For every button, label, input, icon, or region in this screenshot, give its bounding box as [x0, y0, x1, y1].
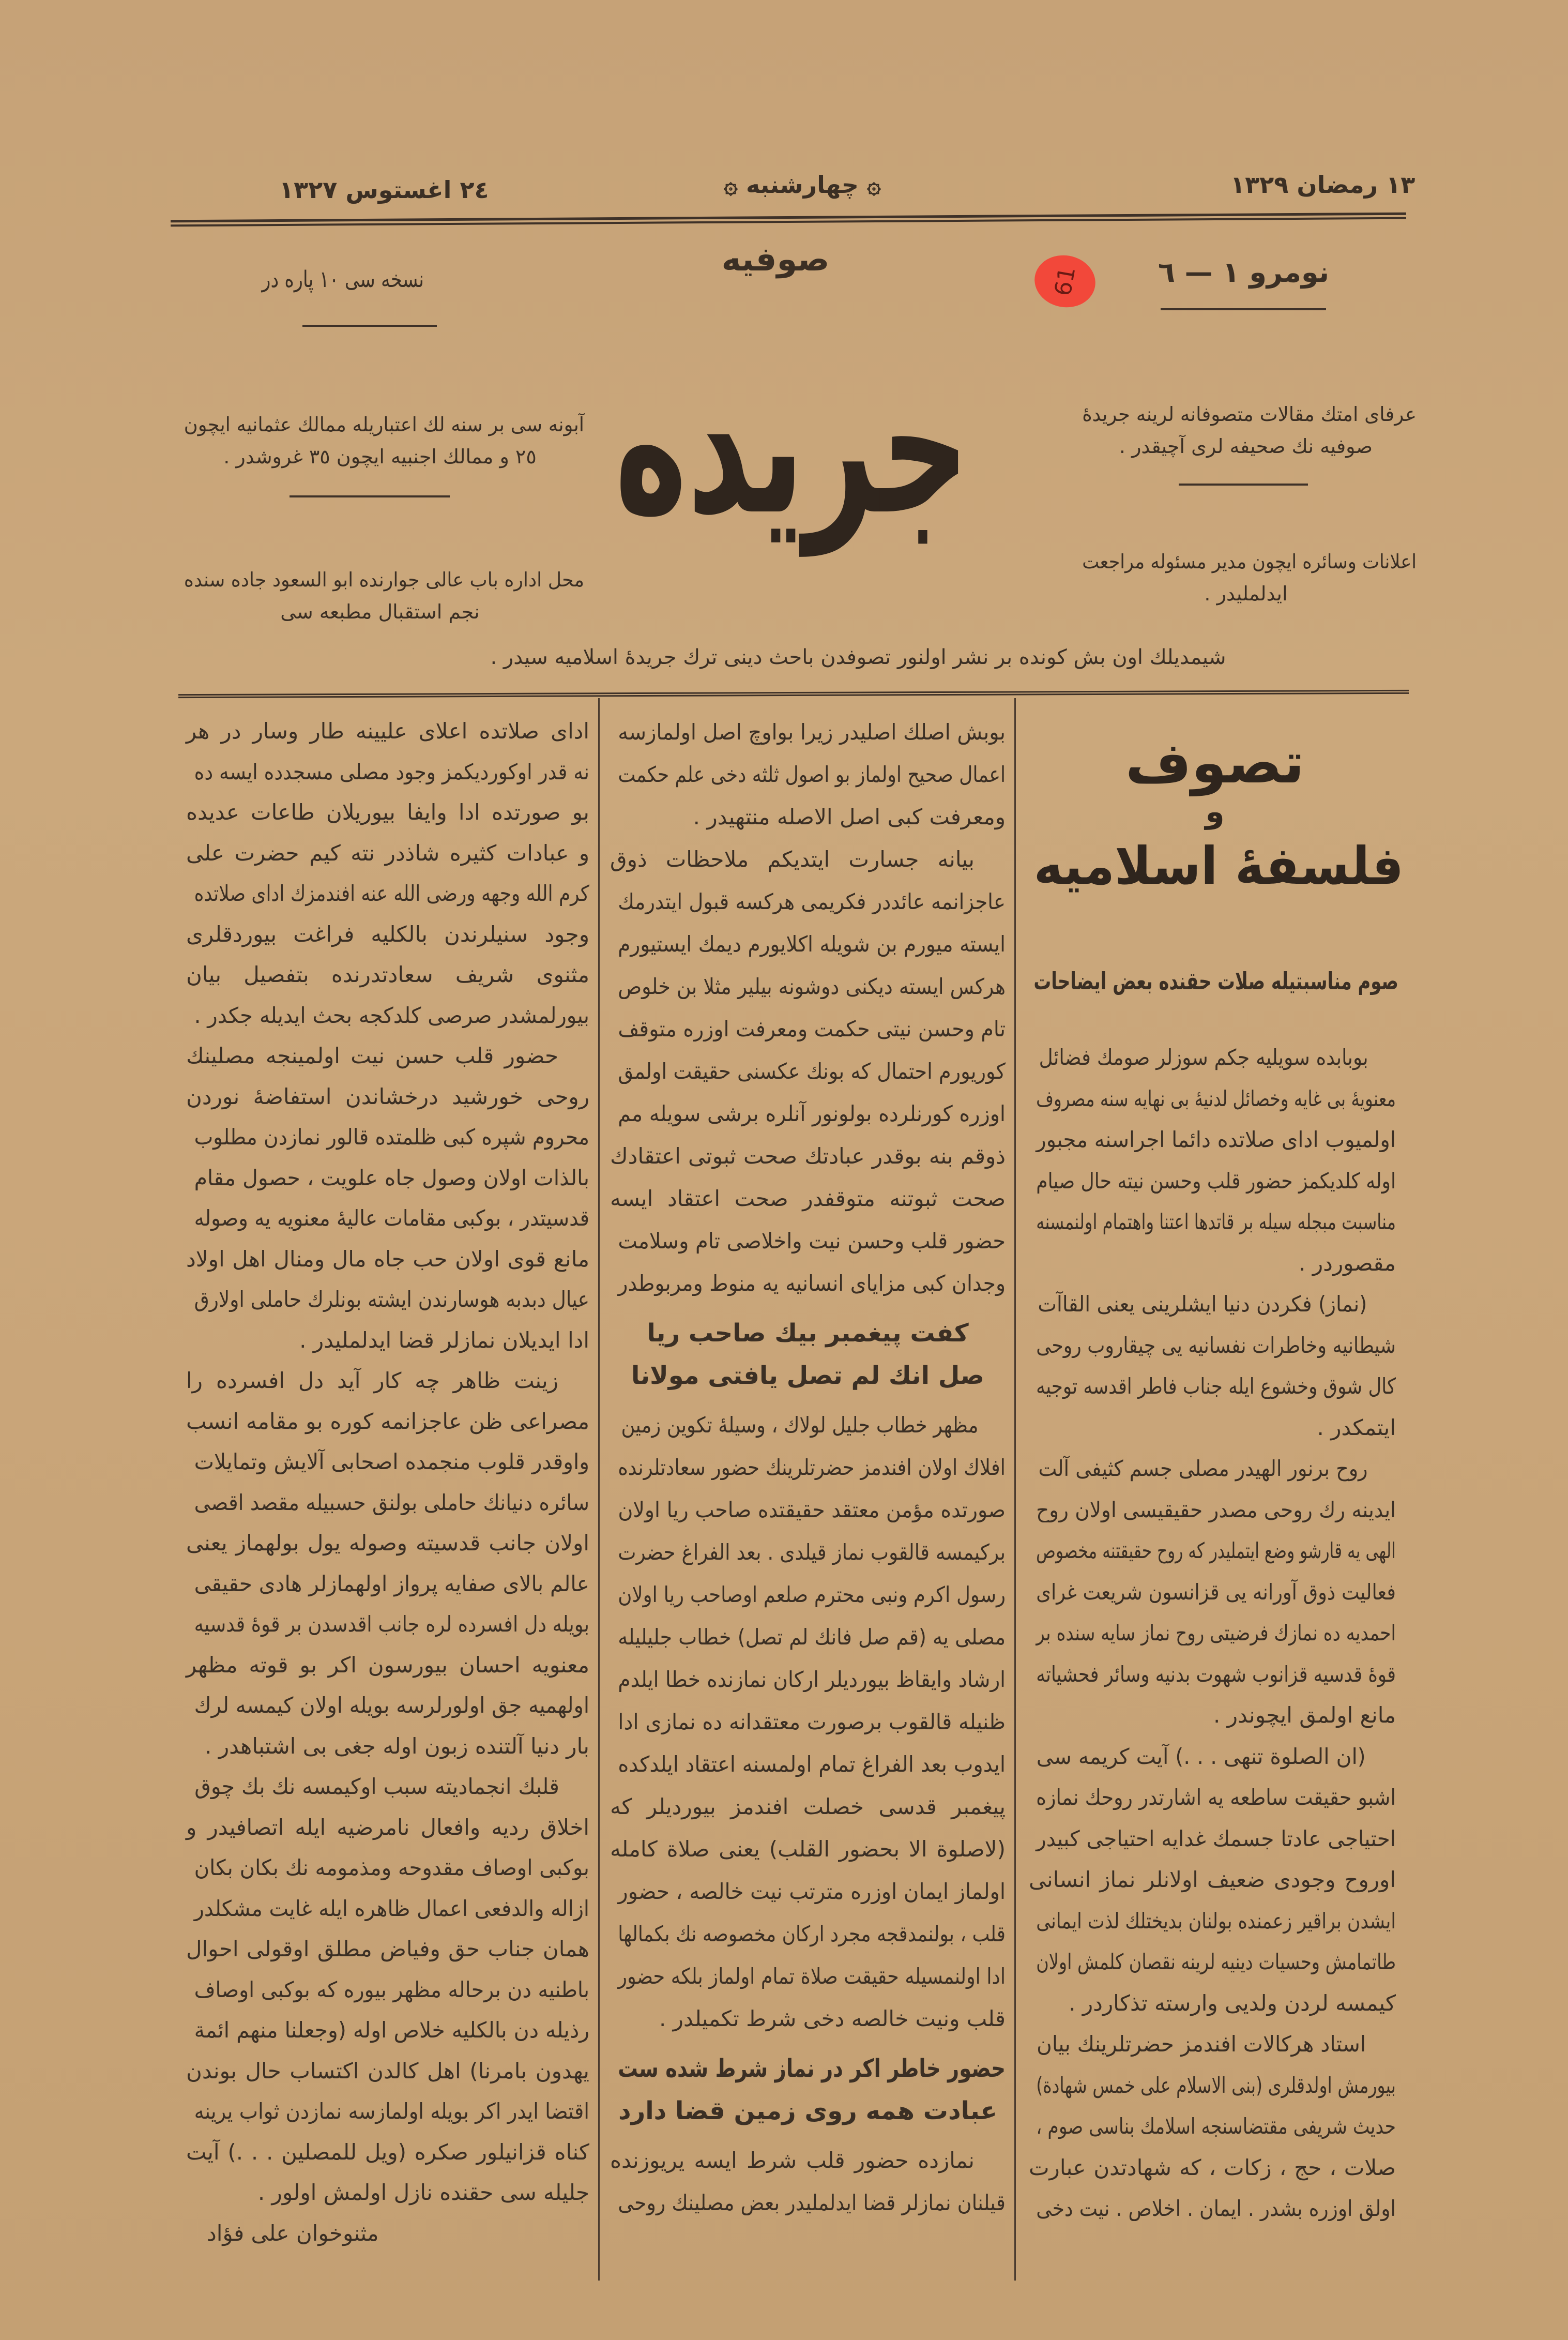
text-line: بالذات اولان وصول جاه علويت ، حصول مقام — [194, 1165, 590, 1190]
text-line: اولهميه جق اولورلرسه بويله اولان كيمسه لرك — [194, 1693, 589, 1718]
text-line: بوبش اصلك اصليدر زيرا بواوچ اصل اولمازسه — [618, 719, 1006, 745]
text-line: بيورمش اولدقلرى (بنى الاسلام على خمس شهادة) — [1036, 2072, 1396, 2098]
verse — [610, 1312, 1006, 1397]
tagline: شيمديلك اون بش كونده بر نشر اولنور تصوفدن باحث دينى ترك جريدهٔ اسلاميه سيدر . — [490, 645, 1226, 669]
text-line: افلاك اولان افندمز حضرتلرينك حضور سعادتلرنده — [618, 1455, 1006, 1480]
text-line: اوزره كورنلرده بولونور آنلره برشى سويله مم — [618, 1101, 1006, 1126]
text-line: محروم شپره كبى ظلمتده قالور نمازدن مطلوب — [194, 1124, 589, 1150]
text-line: اولماز ايمان اوزره مترتب نيت خالصه ، حضور — [618, 1879, 1006, 1904]
header-double-rule — [171, 213, 1406, 227]
text-line: ادا اولنمسيله حقيقت صلاة تمام اولماز بلكه حضور — [618, 1964, 1006, 1989]
text-line: صورتده مؤمن معتقد حقيقتده صاحب ريا اولان — [618, 1497, 1006, 1522]
masthead-title-small: صوفيه — [721, 240, 830, 279]
text-line: اولان جانب قدسيته وصوله يول بولهماز يعنى — [186, 1530, 589, 1556]
text-line: اوروح وجودى ضعيف اولانلر نماز انسانى — [1029, 1867, 1396, 1892]
text-line: صلات ، حج ، زكات ، كه شهادتدن عبارت — [1029, 2154, 1396, 2180]
text-line: زينت ظاهر چه كار آيد دل افسرده را — [186, 1368, 558, 1393]
text-line: كفت پيغمبر بيك صاحب ريا — [647, 1319, 969, 1348]
verse — [610, 2047, 1006, 2132]
text-line: پيغمبر قدسى خصلت افندمز بيورديلر كه — [610, 1794, 1006, 1819]
text-line: مقصوردر . — [1299, 1250, 1396, 1276]
text-line: بار دنيا آلتنده زبون اوله جغى بى اشتباهدر . — [205, 1733, 589, 1759]
text-line: ارشاد وايقاظ بيورديلر اركان نمازنده خطا ايلدم — [618, 1667, 1006, 1692]
subscription-line: ٢٥ و ممالك اجنبيه ايچون ٣٥ غروشدر . — [223, 445, 537, 468]
text-line: قدسيتدر ، بوكبى مقامات عاليهٔ معنويه يه وصوله — [194, 1205, 589, 1231]
text-line: اعمال صحيح اولماز بو اصول ثلثه دخى علم حكمت — [618, 762, 1006, 787]
column-right — [1029, 1037, 1396, 2229]
text-line: وجود سنيلرندن بالكليه فراغت بيوردقلرى — [186, 921, 589, 947]
rule — [1179, 484, 1308, 486]
text-line: عالم بالاى صفايه پرواز اولهمازلر هادى حقيقى — [194, 1571, 589, 1596]
weekday-label: چهارشنبه — [745, 171, 859, 199]
text-line: مانع اولمق ايچوندر . — [1213, 1702, 1396, 1728]
text-line: مانع قوى اولان حب جاه مال ومنال اهل اولاد — [186, 1246, 589, 1272]
ads-line: ايدلمليدر . — [1204, 582, 1288, 605]
text-line: جليله سى حقنده نازل اولمش اولور . — [257, 2180, 589, 2205]
masthead-bottom-rule — [178, 690, 1409, 698]
text-line: شيطانيه وخاطرات نفسانيه يى چيقاروب روحى — [1036, 1332, 1396, 1358]
text-line: (ان الصلوة تنهى . . .) آيت كريمه سى — [1036, 1743, 1366, 1769]
heading-line-1: تصوف — [1125, 730, 1305, 796]
hijri-date: ١٣ رمضان ١٣٢٩ — [1230, 171, 1415, 199]
rule — [290, 495, 450, 497]
text-line: واوقدر قلوب منجمده اصحابى آلايش وتمايلات — [194, 1449, 589, 1474]
text-line: ايشدن براقير زعمنده بولنان بديختلك لذت ايمانى — [1036, 1908, 1396, 1934]
text-line: بوكبى اوصاف مقدوحه ومذمومه نك بكان بكان — [194, 1855, 589, 1880]
weekday — [724, 171, 881, 199]
text-line: كال شوق وخشوع ايله جناب فاطر اقدسه توجيه — [1036, 1373, 1396, 1399]
text-line: اخلاق رديه وافعال نامرضيه ايله اتصافيدر و — [186, 1814, 589, 1840]
text-line: كيمسه لردن ولديى وارسته تذكاردر . — [1069, 1990, 1396, 2016]
text-line: بو صورتده ادا وايفا بيوريلان طاعات عديده — [186, 799, 589, 825]
subscription-line: آبونه سى بر سنه لك اعتباريله ممالك عثمانيه ايچون — [184, 413, 584, 436]
notice-line: صوفيه نك صحيفه لرى آچيقدر . — [1119, 435, 1373, 458]
column-left — [186, 711, 589, 2254]
ads-notice — [1075, 546, 1417, 610]
paragraph — [1029, 1037, 1396, 1284]
text-line: كرم الله وجهه ورضى الله عنه افندمزك اداى صلاتده — [194, 881, 589, 906]
text-line: وجدان كبى مزاياى انسانيه يه منوط ومربوطدر — [618, 1271, 1006, 1296]
text-line: صل انك لم تصل يافتى مولانا — [631, 1361, 984, 1390]
contributions-notice — [1075, 398, 1417, 462]
text-line: همان جناب حق وفياض مطلق اوقولى احوال — [186, 1936, 589, 1961]
text-line: ايدينه رك روحى مصدر حقيقيسى اولان روح — [1036, 1497, 1396, 1522]
notice-line: عرفاى امتك مقالات متصوفانه لرينه جريدهٔ — [1082, 403, 1417, 426]
text-line: اقتضا ايدر اكر بويله اولمازسه نمازدن ثواب يرينه — [194, 2099, 589, 2124]
text-line: ايسته ميورم بن شويله اكلايورم ديمك ايستيورم — [618, 931, 1006, 957]
text-line: فعاليت ذوق آورانه يى قزانسون شريعت غراى — [1036, 1579, 1396, 1605]
text-line: كوريورم احتمال كه بونك عكسنى حقيقت اولمق — [618, 1059, 1006, 1084]
text-line: سائره دنيانك حاملى بولنق حسبيله مقصد اقصى — [194, 1489, 589, 1515]
text-line: مثنوى شريف سعادتدرنده بتفصيل بيان — [186, 962, 589, 987]
stamp-number: 61 — [1049, 264, 1080, 298]
office-line: محل اداره باب عالى جوارنده ابو السعود جاده سنده — [184, 568, 584, 591]
text-line: قلبك انجماديته سبب اوكيمسه نك بك چوق — [194, 1774, 559, 1799]
paragraph — [1029, 2024, 1396, 2229]
text-line: رذيله دن بالكليه خلاص اوله (وجعلنا منهم ائمة — [194, 2017, 590, 2043]
text-line: ايتمكدر . — [1317, 1414, 1396, 1440]
paragraph — [610, 711, 1006, 838]
text-line: اولميوب اداى صلاتده دائما اجراسنه مجبور — [1036, 1127, 1396, 1152]
text-line: ايدوب بعد الفراغ تمام اولمسنه اعتقاد ايلدكده — [618, 1752, 1006, 1777]
ads-line: اعلانات وسائره ايچون مدير مسئوله مراجعت — [1082, 550, 1417, 573]
text-line: بوبابده سويليه جكم سوزلر صومك فضائل — [1039, 1045, 1368, 1070]
paragraph — [186, 711, 589, 1036]
paragraph — [610, 838, 1006, 1305]
text-line: قلب ، بولنمدقجه مجرد اركان مخصوصه نك بكمالها — [618, 1921, 1006, 1946]
paragraph — [1029, 1736, 1396, 2024]
text-line: حضور خاطر اكر در نماز شرط شده ست — [618, 2054, 1006, 2083]
text-line: ظنيله قالقوب برصورت معتقدانه ده نمازى ادا — [618, 1709, 1006, 1734]
text-line: باطنيه دن برحاله مظهر بيوره كه بوكبى اوصاف — [194, 1976, 589, 2002]
text-line: احتياجى عادتا جسمك غدايه احتياجى كبيدر — [1036, 1825, 1396, 1851]
text-line: روحى خورشيد درخشاندن استفاضهٔ نوردن — [186, 1083, 589, 1109]
office-line: نجم استقبال مطبعه سى — [280, 600, 480, 623]
paragraph — [186, 1036, 589, 1361]
paragraph — [1029, 1284, 1396, 1448]
text-line: تام وحسن نيتى حكمت ومعرفت اوزره متوقف — [618, 1016, 1006, 1041]
text-line: ادا ايديلان نمازلر قضا ايدلمليدر . — [299, 1327, 589, 1353]
heading-conjunction: و — [1205, 794, 1225, 830]
author-signature — [186, 2213, 589, 2254]
text-line: استاد هركالات افندمز حضرتلرينك بيان — [1037, 2031, 1366, 2057]
text-line: اشبو حقيقت ساطعه يه اشارتدر روحك نمازه — [1036, 1785, 1396, 1810]
article-heading — [1026, 729, 1404, 905]
text-line: معنويه احسان بيورسون اكر بو قوته مظهر — [186, 1652, 589, 1678]
office-address — [176, 564, 584, 628]
text-line: نه قدر اوكورديكمز وجود مصلى مسجدده ايسه ده — [194, 759, 590, 784]
text-line: ذوقم بنه بوقدر عبادتك صحت ثبوتى اعتقادك — [610, 1143, 1006, 1169]
article-subheading: صوم مناسبتيله صلات حقنده بعض ايضاحات — [1033, 967, 1398, 995]
column-divider — [1014, 698, 1016, 2281]
text-line: و عبادات كثيره شاذدر نته كيم حضرت على — [186, 840, 589, 866]
text-line: بركيمسه قالقوب نماز قيلدى . بعد الفراغ حضرت — [618, 1539, 1006, 1565]
text-line: رسول اكرم ونبى محترم صلعم اوصاحب ريا اولان — [618, 1582, 1006, 1607]
text-line: معنويهٔ بى غايه وخصائل لدنيهٔ بى نهايه سنه مصروف — [1036, 1085, 1396, 1111]
rule — [1161, 308, 1326, 310]
masthead-title-logo: جريده — [615, 339, 969, 555]
text-line: ازاله والدفعى اعمال ظاهره ايله غايت مشكلدر — [194, 1895, 589, 1921]
text-line: صحت ثبوتنه متوقفدر صحت اعتقاد ايسه — [610, 1186, 1006, 1211]
text-line: عيال دبدبه هوسارندن ايشته بونلرك حاملى اولارق — [194, 1287, 589, 1312]
text-line: بيانه جسارت ايتديكم ملاحظات ذوق — [610, 847, 975, 872]
text-line: مصراعى ظن عاجزانمه كوره بو مقامه انسب — [186, 1408, 589, 1434]
text-line: حضور قلب وحسن نيت واخلاصى تام وسلامت — [618, 1228, 1006, 1254]
text-line: اداى صلاتده اعلاى عليينه طار وسار در هر — [186, 718, 589, 744]
text-line: مصلى يه (قم صل فانك لم تصل) خطاب جليليله — [618, 1624, 1006, 1650]
text-line: مناسبت مبجله سيله بر قاتدها اعتنا واهتمام اولنمسنه — [1036, 1209, 1396, 1234]
ornament-icon: ۞ — [724, 171, 738, 199]
text-line: هركس ايسته ديكنى دوشونه بيلير مثلا بن خلوص — [618, 974, 1006, 999]
text-line: طاتمامش وحسيات دينيه لرينه نقصان كلمش اولان — [1036, 1949, 1396, 1974]
paragraph — [610, 2139, 1006, 2224]
price: نسخه سى ١٠ پاره در — [262, 266, 424, 293]
text-line: روح برنور الهيدر مصلى جسم كثيفى آلت — [1038, 1456, 1368, 1481]
text-line: (نماز) فكردن دنيا ايشلرينى يعنى القاآت — [1038, 1291, 1367, 1317]
text-line: الهى يه قارشو وضع ايتمليدر كه روح حقيقتنه مخصوص — [1036, 1538, 1396, 1563]
issue-number: نومرو ١ — ٦ — [1158, 256, 1330, 289]
text-line: ومعرفت كبى اصل الاصله منتهيدر . — [693, 804, 1006, 829]
text-line: كناه قزانيلور صكره (ويل للمصلين . . .) آيت — [186, 2139, 589, 2165]
text-line: بويله دل افسرده لره جانب اقدسدن بر قوهٔ قدسيه — [194, 1611, 589, 1637]
text-line: مثنوخوان على فؤاد — [207, 2220, 379, 2246]
rumi-date: ٢٤ اغستوس ١٣٢٧ — [279, 176, 489, 204]
text-line: قلب ونيت خالصه دخى شرط تكميلدر . — [659, 2006, 1006, 2031]
text-line: مظهر خطاب جليل لولاك ، وسيلهٔ تكوين زمين — [621, 1412, 979, 1438]
subscription-info — [176, 409, 584, 473]
text-line: (لاصلوة الا بحضور القلب) يعنى صلاة كامله — [610, 1836, 1006, 1862]
text-line: اولق اوزره بشدر . ايمان . اخلاص . نيت دخى — [1036, 2196, 1396, 2221]
ornament-icon: ۞ — [866, 171, 881, 199]
text-line: قيلنان نمازلر قضا ايدلمليدر بعض مصلينك روحى — [618, 2190, 1006, 2215]
paragraph — [186, 1767, 589, 2213]
paragraph — [610, 1404, 1006, 2040]
column-divider — [598, 698, 600, 2281]
heading-line-2: فلسفهٔ اسلاميه — [1033, 836, 1404, 896]
text-line: يهدون بامرنا) اهل كالدن اكتساب حال بوندن — [186, 2058, 589, 2084]
text-line: احمديه ده نمازك فرضيتى روح نماز سايه سنده بر — [1036, 1620, 1396, 1645]
text-line: حديث شريفى مقتضاسنجه اسلامك بناسى صوم ، — [1036, 2113, 1396, 2139]
paragraph — [1029, 1448, 1396, 1736]
text-line: عبادت همه روى زمين قضا دارد — [618, 2096, 998, 2125]
text-line: اوله كلديكمز حضور قلب وحسن نيته حال صيام — [1036, 1168, 1396, 1194]
text-line: بيورلمشدر صرصى كلدكجه بحث ايديله جكدر . — [194, 1002, 589, 1028]
archive-stamp — [1030, 251, 1100, 312]
text-line: قوهٔ قدسيه قزانوب شهوت بدنيه وسائر فحشياته — [1036, 1661, 1396, 1687]
text-line: نمازده حضور قلب شرط ايسه يريوزنده — [610, 2148, 975, 2173]
rule — [302, 325, 437, 327]
text-line: حضور قلب حسن نيت اولمينجه مصلينك — [186, 1043, 558, 1068]
paragraph — [186, 1361, 589, 1767]
column-middle — [610, 711, 1006, 2224]
text-line: عاجزانمه عائددر فكريمى هركسه قبول ايتدرمك — [618, 889, 1006, 914]
